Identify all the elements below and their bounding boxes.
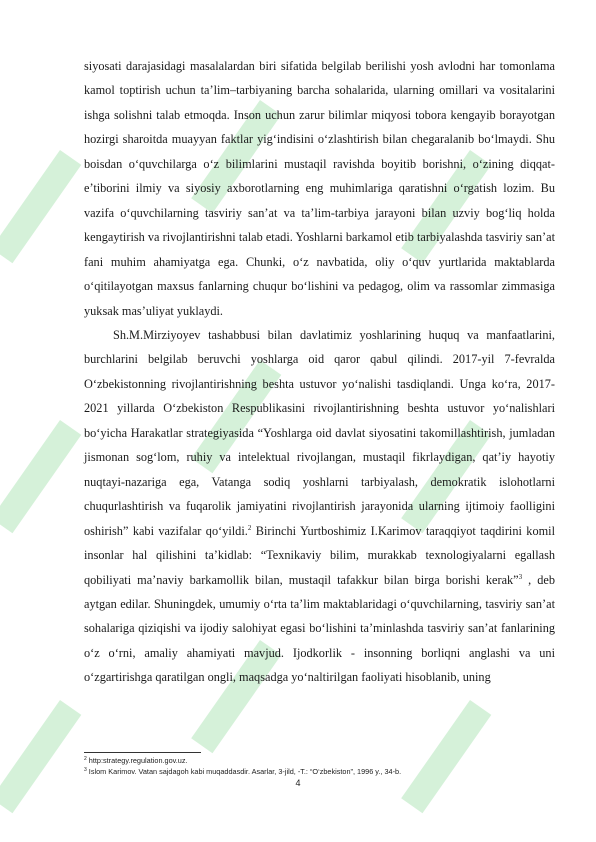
paragraph-2-part-3: , deb aytgan edilar. Shuningdek, umumiy o‘rta ta’lim maktablaridagi o‘quvchilarning, tasviriy san’at sohalariga qiziqishi va ijodiy salohiyat egasi bo‘lishini ta’minlashda tasviriy san’at fanlarining o‘z o‘rni, amaliy ahamiyati mavjud. Ijodkorlik - insonning borliqni anglashi va uni o‘zgartirishga qaratilgan ongli, maqsadga yo‘naltirilgan faoliyati hisoblanib, uning xyxy=(84,572,555,685)
footnote-2-mark: 2 xyxy=(84,756,87,762)
watermark-stripe xyxy=(0,150,81,263)
body-text xyxy=(84,54,555,690)
footnote-3-mark: 3 xyxy=(84,766,87,773)
footnote-3 xyxy=(84,767,555,778)
paragraph-2-part-2: Birinchi Yurtboshimiz I.Karimov taraqqiyot taqdirini komil insonlar hal qilishini ta’kidlab: “Texnikaviy bilim, murakkab texnologiyalarni egallash qobiliyati ma’naviy barkamollik bilan, mustaqil tafakkur bilan birga borishi kerak” xyxy=(84,523,555,587)
footnote-2-text: http:strategy.regulation.gov.uz. xyxy=(86,756,188,765)
paragraph-1: siyosati darajasidagi masalalardan biri sifatida belgilab berilishi yosh avlodni har tomonlama kamol toptirish uchun ta’lim–tarbiyaning barcha sohalarida, ularning omillari va vositalarini ishga solishni talab etmoqda. Inson uchun zarur bilimlar miqyosi tobora kengayib borayotgan hozirgi sharoitda muayyan faktlar yig‘indisini o‘zlashtirish bilan chegaralanib bo‘lmaydi. Shu boisdan o‘quvchilarga o‘z bilimlarini mustaqil ravishda boyitib borishni, o‘zining diqqat-e’tiborini ilmiy va siyosiy axborotlarning eng muhimlariga qaratishni o‘rgatish lozim. Bu vazifa o‘quvchilarning tasviriy san’at va ta’lim-tarbiya jarayoni bilan uzviy bog‘liq holda kengaytirish va rivojlantirishni talab etadi. Yoshlarni barkamol etib tarbiyalashda tasviriy san’at fani muhim ahamiyatga ega. Chunki, o‘z navbatida, oliy o‘quv yurtlarida maktablarda o‘qitilayotgan maxsus fanlarning chuqur bo‘lishini va pedagog, olim va rassomlar zimmasiga yuksak mas’uliyat yuklaydi. xyxy=(84,59,555,318)
footnote-ref-2[interactable]: 2 xyxy=(247,523,252,532)
page-number: 4 xyxy=(295,778,301,788)
watermark-stripe xyxy=(0,700,81,813)
footnotes xyxy=(84,756,555,777)
paragraph-2 xyxy=(84,323,555,690)
footnote-3-text: Islom Karimov. Vatan sajdagoh kabi muqaddasdir. Asarlar, 3-jild, -T.: “O‘zbekiston”, 1996 y., 34-b. xyxy=(86,766,402,776)
paragraph-2-part-1: Sh.M.Mirziyoyev tashabbusi bilan davlatimiz yoshlarining huquq va manfaatlarini, burchlarini belgilab beruvchi yoshlarga oid qaror qabul qilindi. 2017-yil 7-fevralda O‘zbekistonning rivojlantirishning beshta ustuvor yo‘nalishi tasdiqlandi. Unga ko‘ra, 2017-2021 yillarda O‘zbekiston Respublikasini rivojlantirishning beshta ustuvor yo‘nalishlari bo‘yicha Harakatlar strategiyasida “Yoshlarga oid davlat siyosatini takomillashtirish, jumladan jismonan sog‘lom, ruhiy va intelektual rivojlangan, mustaqil fikrlaydigan, qat’iy hayotiy nuqtayi-nazariga ega, Vatanga sodiq yoshlarni tarbiyalash, demokratik islohotlarni chuqurlashtirish va fuqarolik jamiyatini rivojlantirish jarayonida ularning ijtimoiy faolligini oshirish” kabi vazifalar qo‘yildi. xyxy=(84,327,555,538)
footnote-2 xyxy=(84,756,555,767)
watermark-stripe xyxy=(0,420,81,533)
footnote-ref-3[interactable]: 3 xyxy=(518,572,523,581)
footnote-separator xyxy=(84,752,201,753)
